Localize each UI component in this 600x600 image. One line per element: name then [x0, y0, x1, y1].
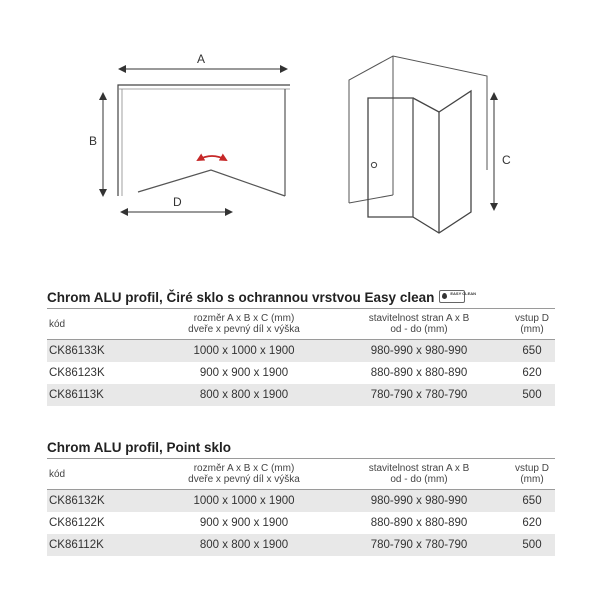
- cell-size: 1000 x 1000 x 1900: [159, 340, 329, 363]
- cell-size: 1000 x 1000 x 1900: [159, 490, 329, 513]
- cell-adjustability: 880-890 x 880-890: [370, 367, 468, 379]
- cell-adjustability: 980-990 x 980-990: [329, 340, 509, 363]
- cell-entry: 620: [522, 517, 542, 529]
- header-entry: vstup D (mm): [515, 463, 549, 485]
- cell-code: CK86113K: [47, 384, 159, 406]
- cell-code: CK86112K: [47, 534, 159, 556]
- header-code: kód: [49, 318, 66, 330]
- cell-code: CK86133K: [47, 340, 159, 363]
- door-panel: [368, 98, 413, 217]
- folding-panels: [413, 91, 471, 233]
- header-adjustability: stavitelnost stran A x B od - do (mm): [368, 313, 470, 335]
- header-adjustability: stavitelnost stran A x B od - do (mm): [368, 463, 470, 485]
- cell-adjustability: 880-890 x 880-890: [370, 517, 468, 529]
- cell-size: 900 x 900 x 1900: [199, 517, 289, 529]
- table-row: [47, 534, 555, 556]
- table-row: [47, 512, 555, 534]
- cell-code: CK86132K: [47, 490, 159, 513]
- table-header-row: [47, 459, 555, 490]
- label-c: C: [502, 153, 511, 167]
- table-row: [47, 490, 555, 513]
- cell-entry: 650: [509, 490, 555, 513]
- header-code: kód: [49, 468, 66, 480]
- header-size: rozměr A x B x C (mm) dveře x pevný díl x výška: [188, 313, 300, 335]
- table-row: [47, 362, 555, 384]
- table-header-row: [47, 309, 555, 340]
- product-section-point: [47, 438, 555, 556]
- cell-entry: 620: [522, 367, 542, 379]
- wall-outline: [118, 85, 290, 196]
- label-a: A: [197, 52, 206, 66]
- water-drop-icon: [442, 293, 447, 299]
- cell-code: CK86123K: [49, 367, 105, 379]
- cell-entry: 650: [509, 340, 555, 363]
- header-entry: vstup D (mm): [515, 313, 549, 335]
- section-title: Chrom ALU profil, Point sklo: [47, 440, 231, 455]
- product-table: [47, 308, 555, 406]
- header-size: rozměr A x B x C (mm) dveře x pevný díl x výška: [188, 463, 300, 485]
- folding-door: [138, 170, 285, 196]
- product-section-easy-clean: [47, 288, 555, 406]
- label-d: D: [173, 195, 182, 209]
- cell-entry: 500: [509, 384, 555, 406]
- product-table: [47, 458, 555, 556]
- table-row: [47, 384, 555, 406]
- door-handle: [371, 162, 376, 167]
- cell-adjustability: 980-990 x 980-990: [329, 490, 509, 513]
- cell-adjustability: 780-790 x 780-790: [329, 534, 509, 556]
- perspective-view: [349, 56, 487, 233]
- label-b: B: [89, 134, 98, 148]
- cell-code: CK86122K: [49, 517, 105, 529]
- section-title: Chrom ALU profil, Čiré sklo s ochrannou vrstvou Easy clean EASY CLEAN: [47, 290, 477, 305]
- cell-entry: 500: [509, 534, 555, 556]
- table-row: [47, 340, 555, 363]
- plan-view: [89, 52, 290, 212]
- easy-clean-badge-icon: EASY CLEAN: [439, 290, 465, 303]
- fold-arrow-icon: [198, 156, 226, 160]
- cell-size: 900 x 900 x 1900: [199, 367, 289, 379]
- cell-size: 800 x 800 x 1900: [159, 534, 329, 556]
- cell-adjustability: 780-790 x 780-790: [329, 384, 509, 406]
- cell-size: 800 x 800 x 1900: [159, 384, 329, 406]
- technical-drawing: [0, 0, 600, 270]
